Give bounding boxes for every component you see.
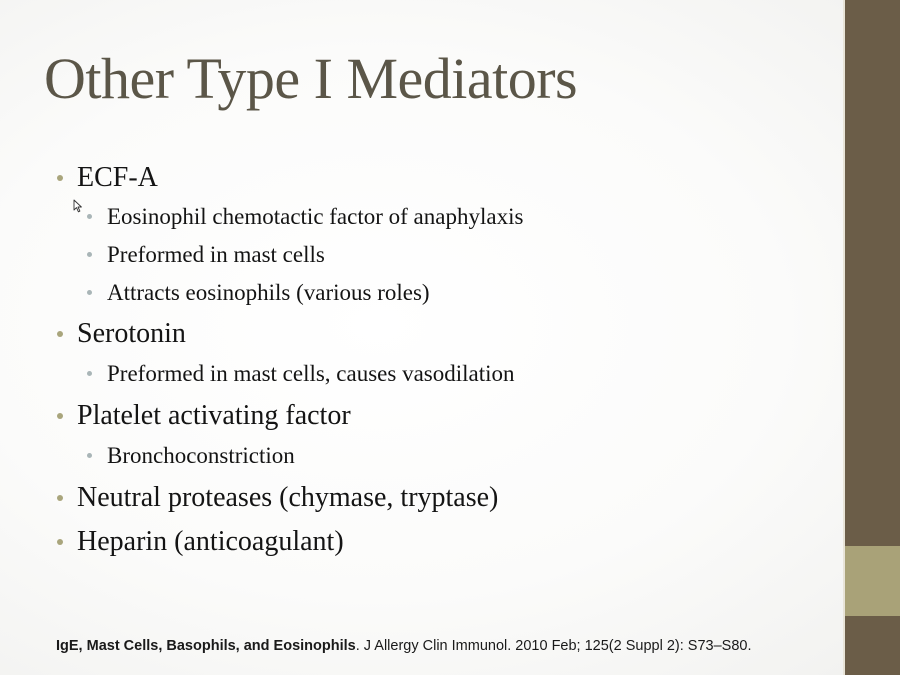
sub-bullet-dot xyxy=(87,371,92,376)
bullet-neutral-proteases: Neutral proteases (chymase, tryptase) xyxy=(77,482,499,513)
bullet-serotonin: Serotonin xyxy=(77,318,186,349)
citation-source: . J Allergy Clin Immunol. 2010 Feb; 125(2 Suppl 2): S73–S80. xyxy=(355,638,752,654)
bullet-ecf-a: ECF-A xyxy=(77,162,158,193)
sidebar-accent-block xyxy=(843,546,900,616)
bullet-dot xyxy=(57,331,63,337)
bullet-dot xyxy=(57,413,63,419)
sub-bullet-dot xyxy=(87,290,92,295)
sub-bullet-dot xyxy=(87,252,92,257)
sub-bullet-dot xyxy=(87,453,92,458)
citation-title: IgE, Mast Cells, Basophils, and Eosinophils xyxy=(56,638,356,654)
bullet-dot xyxy=(57,539,63,545)
sub-bullet-eosinophil-factor: Eosinophil chemotactic factor of anaphylaxis xyxy=(107,204,524,229)
bullet-dot xyxy=(57,175,63,181)
slide-title: Other Type I Mediators xyxy=(44,46,578,111)
bullet-dot xyxy=(57,495,63,501)
sub-bullet-vasodilation: Preformed in mast cells, causes vasodilation xyxy=(107,361,515,386)
sub-bullet-dot xyxy=(87,214,92,219)
sub-bullet-attracts-eosinophils: Attracts eosinophils (various roles) xyxy=(107,280,430,305)
citation xyxy=(56,636,751,656)
sub-bullet-preformed: Preformed in mast cells xyxy=(107,242,325,267)
bullet-heparin: Heparin (anticoagulant) xyxy=(77,526,344,557)
sub-bullet-bronchoconstriction: Bronchoconstriction xyxy=(107,443,295,468)
bullet-platelet-activating-factor: Platelet activating factor xyxy=(77,400,351,431)
mouse-pointer-icon xyxy=(73,199,83,213)
